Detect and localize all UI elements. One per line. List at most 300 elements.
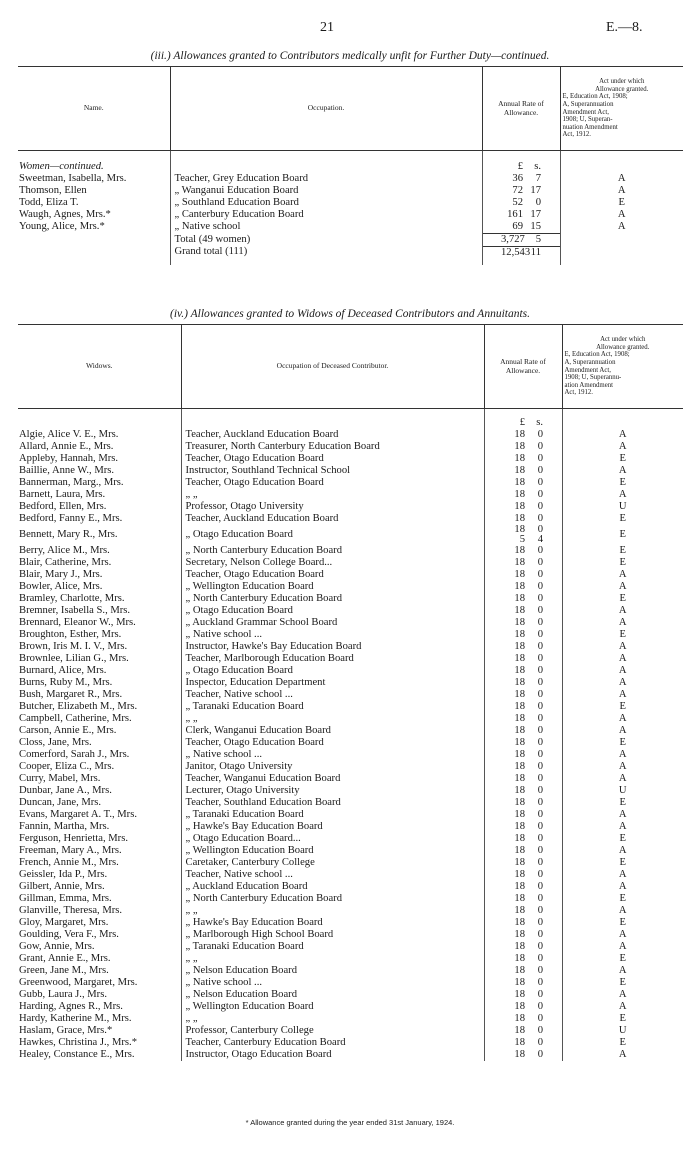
- row-name: [18, 977, 181, 989]
- row-name-text: Brown, Iris M. I. V., Mrs.: [19, 640, 128, 652]
- row-name: [18, 881, 181, 893]
- table-row: [18, 653, 683, 665]
- row-occupation: „ Taranaki Education Board: [181, 809, 484, 821]
- rate-shillings: 0: [537, 568, 543, 580]
- row-rate: [484, 749, 562, 761]
- rate-shillings: 0: [537, 844, 543, 856]
- table-row: [18, 557, 683, 569]
- row-name: [18, 917, 181, 929]
- rate-shillings: 0: [535, 196, 541, 208]
- rate-pounds: 18: [514, 772, 525, 784]
- row-rate: [484, 581, 562, 593]
- units-row: £ s.: [482, 161, 560, 173]
- row-rate: [484, 845, 562, 857]
- table-row: [18, 489, 683, 501]
- section-iii-title: (iii.) Allowances granted to Contributors medically unfit for Further Duty—continued.: [150, 50, 550, 62]
- rate-pounds: 18: [514, 464, 525, 476]
- row-rate: [484, 869, 562, 881]
- row-rate: [484, 725, 562, 737]
- row-occupation: Teacher, Auckland Education Board: [181, 429, 484, 441]
- total-shillings: 5: [535, 233, 541, 245]
- rate-pounds: 18: [514, 544, 525, 556]
- row-occupation: Inspector, Education Department: [181, 677, 484, 689]
- row-rate: [484, 917, 562, 929]
- row-act: A: [562, 677, 683, 689]
- row-rate: [484, 513, 562, 525]
- rate-pounds: 18: [514, 928, 525, 940]
- row-rate: [484, 941, 562, 953]
- rate-pounds: 18: [514, 640, 525, 652]
- row-act: E: [562, 1037, 683, 1049]
- row-occupation: Clerk, Wanganui Education Board: [181, 725, 484, 737]
- rate-shillings: 0: [537, 428, 543, 440]
- rate-shillings: 0: [537, 940, 543, 952]
- row-name-text: Dunbar, Jane A., Mrs.: [19, 784, 112, 796]
- row-name: [18, 701, 181, 713]
- rate-shillings: 0: [537, 524, 543, 535]
- row-occupation: Instructor, Southland Technical School: [181, 465, 484, 477]
- row-act: E: [562, 797, 683, 809]
- row-rate: [484, 1049, 562, 1061]
- row-act: A: [562, 989, 683, 1001]
- rate-shillings: 0: [537, 604, 543, 616]
- row-name-text: Geissler, Ida P., Mrs.: [19, 868, 108, 880]
- rate-shillings: 0: [537, 1012, 543, 1024]
- table-row: [18, 441, 683, 453]
- row-name: [18, 785, 181, 797]
- row-occupation: Instructor, Otago Education Board: [181, 1049, 484, 1061]
- row-rate: [484, 605, 562, 617]
- row-name: [18, 477, 181, 489]
- row-name: [18, 749, 181, 761]
- row-act: E: [562, 977, 683, 989]
- act-legend-line: E, Education Act, 1908;: [564, 351, 630, 359]
- rate-shillings: 7: [535, 172, 541, 184]
- row-name: [18, 593, 181, 605]
- row-name: [18, 869, 181, 881]
- row-name-text: Gow, Annie, Mrs.: [19, 940, 95, 952]
- row-rate: [484, 797, 562, 809]
- rate-pounds: 18: [514, 512, 525, 524]
- table-row: [18, 209, 683, 221]
- rate-pounds: 18: [514, 688, 525, 700]
- row-name: [18, 773, 181, 785]
- row-name: [18, 197, 170, 209]
- row-name-text: Evans, Margaret A. T., Mrs.: [19, 808, 137, 820]
- row-rate: [484, 1013, 562, 1025]
- rate-shillings: 0: [537, 476, 543, 488]
- row-name: [18, 1049, 181, 1061]
- rate-pounds: 72: [512, 184, 523, 196]
- rate-shillings: 0: [537, 904, 543, 916]
- row-occupation: „ Taranaki Education Board: [181, 701, 484, 713]
- row-name: [18, 581, 181, 593]
- act-legend-line: 1908; U, Superannu-: [564, 374, 622, 382]
- col-occupation-deceased-header: Occupation of Deceased Contributor.: [181, 325, 484, 409]
- col-act-header: [560, 67, 683, 151]
- row-name-text: Bannerman, Marg., Mrs.: [19, 476, 124, 488]
- row-act: A: [562, 653, 683, 665]
- row-occupation: „ Otago Education Board: [181, 665, 484, 677]
- row-name-text: Bedford, Ellen, Mrs.: [19, 500, 107, 512]
- col-rate-header: Annual Rate of Allowance.: [482, 67, 560, 151]
- rate-pounds: 18: [514, 760, 525, 772]
- rate-shillings: 0: [537, 712, 543, 724]
- section-iv-table: [18, 324, 683, 1061]
- row-name-text: Gloy, Margaret, Mrs.: [19, 916, 109, 928]
- row-name-text: Hardy, Katherine M., Mrs.: [19, 1012, 132, 1024]
- row-act: E: [562, 557, 683, 569]
- table-row: [18, 869, 683, 881]
- rate-shillings: 0: [537, 652, 543, 664]
- row-name: [18, 725, 181, 737]
- row-name: [18, 525, 181, 545]
- table-row: [18, 713, 683, 725]
- row-rate: [484, 593, 562, 605]
- rate-pounds: 18: [514, 476, 525, 488]
- row-name-text: Gillman, Emma, Mrs.: [19, 892, 112, 904]
- act-legend-line: E, Education Act, 1908;: [562, 93, 628, 101]
- rate-pounds: 18: [514, 952, 525, 964]
- row-occupation: Instructor, Hawke's Bay Education Board: [181, 641, 484, 653]
- row-name: [18, 965, 181, 977]
- total-pounds: 12,543: [501, 246, 531, 258]
- row-occupation: Teacher, Otago Education Board: [181, 569, 484, 581]
- row-act: U: [562, 785, 683, 797]
- table-row: [18, 797, 683, 809]
- table-row: [18, 221, 683, 234]
- row-act: A: [562, 749, 683, 761]
- row-name: [18, 653, 181, 665]
- row-occupation: „ Hawke's Bay Education Board: [181, 821, 484, 833]
- row-occupation: „ Wellington Education Board: [181, 1001, 484, 1013]
- row-act: A: [562, 605, 683, 617]
- row-name-text: Duncan, Jane, Mrs.: [19, 796, 102, 808]
- row-occupation: „ Wellington Education Board: [181, 845, 484, 857]
- row-occupation: Treasurer, North Canterbury Education Board: [181, 441, 484, 453]
- row-name-text: Bush, Margaret R., Mrs.: [19, 688, 123, 700]
- row-occupation: „ Otago Education Board: [181, 525, 484, 545]
- row-rate: [484, 677, 562, 689]
- row-act: A: [562, 725, 683, 737]
- row-rate: [484, 773, 562, 785]
- row-name-text: Bennett, Mary R., Mrs.: [19, 528, 118, 540]
- table-row: [18, 185, 683, 197]
- rate-pounds: 18: [514, 820, 525, 832]
- table-row: [18, 629, 683, 641]
- row-rate: [482, 197, 560, 209]
- row-name-text: Appleby, Hannah, Mrs.: [19, 452, 119, 464]
- row-rate: [484, 977, 562, 989]
- grand-total-row-amount: [482, 246, 560, 259]
- row-act: A: [562, 429, 683, 441]
- table-row: [18, 773, 683, 785]
- row-name-text: Greenwood, Margaret, Mrs.: [19, 976, 138, 988]
- rate-shillings: 0: [537, 856, 543, 868]
- row-occupation: Professor, Otago University: [181, 501, 484, 513]
- row-act: A: [562, 713, 683, 725]
- row-occupation: „ „: [181, 713, 484, 725]
- act-legend-line: A, Superannuation: [564, 358, 616, 366]
- row-name-text: Glanville, Theresa, Mrs.: [19, 904, 123, 916]
- row-occupation: „ Hawke's Bay Education Board: [181, 917, 484, 929]
- rate-pounds: 18: [514, 892, 525, 904]
- row-name-text: Allard, Annie E., Mrs.: [19, 440, 114, 452]
- table-row: [18, 453, 683, 465]
- row-name: [18, 821, 181, 833]
- row-rate: [484, 617, 562, 629]
- table-row: [18, 173, 683, 185]
- rate-pounds: 18: [514, 988, 525, 1000]
- row-act: A: [562, 965, 683, 977]
- row-occupation: Lecturer, Otago University: [181, 785, 484, 797]
- row-rate: [484, 857, 562, 869]
- total-row-amount: [482, 233, 560, 246]
- rate-line: [485, 525, 562, 535]
- table-row: [18, 737, 683, 749]
- row-occupation: Secretary, Nelson College Board...: [181, 557, 484, 569]
- rate-pounds: 18: [514, 904, 525, 916]
- row-rate: [484, 557, 562, 569]
- table-row: [18, 641, 683, 653]
- rate-shillings: 0: [537, 452, 543, 464]
- rate-shillings: 0: [537, 580, 543, 592]
- row-occupation: „ „: [181, 905, 484, 917]
- table-row: [18, 513, 683, 525]
- row-name-text: Blair, Catherine, Mrs.: [19, 556, 112, 568]
- row-occupation: Professor, Canterbury College: [181, 1025, 484, 1037]
- table-row: [18, 701, 683, 713]
- rate-pounds: 18: [514, 712, 525, 724]
- rate-shillings: 0: [537, 916, 543, 928]
- rate-pounds: 18: [514, 428, 525, 440]
- table-row: [18, 593, 683, 605]
- rate-shillings: 0: [537, 880, 543, 892]
- row-act: E: [562, 525, 683, 545]
- row-act: A: [560, 185, 683, 197]
- rate-shillings: 0: [537, 556, 543, 568]
- row-occupation: „ Wanganui Education Board: [170, 185, 482, 197]
- act-legend-line: Allowance granted.: [595, 85, 649, 93]
- row-act: A: [562, 489, 683, 501]
- row-name: [18, 737, 181, 749]
- row-name-text: Haslam, Grace, Mrs.*: [19, 1024, 113, 1036]
- row-name: [18, 173, 170, 185]
- row-name: [18, 209, 170, 221]
- row-act: E: [562, 857, 683, 869]
- table-row: [18, 465, 683, 477]
- row-name-text: Bremner, Isabella S., Mrs.: [19, 604, 131, 616]
- row-occupation: „ Nelson Education Board: [181, 965, 484, 977]
- rate-shillings: 0: [537, 488, 543, 500]
- row-occupation: „ Native school ...: [181, 629, 484, 641]
- act-legend-line: 1908; U, Superan-: [562, 116, 613, 124]
- row-act: A: [562, 569, 683, 581]
- row-act: A: [562, 441, 683, 453]
- row-name: [18, 513, 181, 525]
- table-row: [18, 965, 683, 977]
- row-act: A: [562, 617, 683, 629]
- rate-shillings: 0: [537, 868, 543, 880]
- table-row: [18, 569, 683, 581]
- table-row: [18, 581, 683, 593]
- rate-pounds: 18: [514, 1012, 525, 1024]
- rate-pounds: 18: [514, 1048, 525, 1060]
- rate-shillings: 0: [537, 784, 543, 796]
- rate-pounds: 18: [514, 616, 525, 628]
- row-act: E: [562, 917, 683, 929]
- row-act: E: [562, 593, 683, 605]
- row-name-text: Hawkes, Christina J., Mrs.*: [19, 1036, 137, 1048]
- row-act: E: [562, 513, 683, 525]
- table-row: [18, 1001, 683, 1013]
- act-legend-line: Act, 1912.: [562, 131, 592, 139]
- row-occupation: Janitor, Otago University: [181, 761, 484, 773]
- row-occupation: Teacher, Otago Education Board: [181, 737, 484, 749]
- row-name: [18, 833, 181, 845]
- row-name: [18, 689, 181, 701]
- row-name: [18, 221, 170, 234]
- row-rate: [482, 209, 560, 221]
- rate-shillings: 0: [537, 592, 543, 604]
- row-name: [18, 641, 181, 653]
- row-rate: [484, 653, 562, 665]
- row-act: A: [562, 941, 683, 953]
- table-row: [18, 953, 683, 965]
- table-row: [18, 677, 683, 689]
- col-widows-header: Widows.: [85, 361, 113, 371]
- rate-pounds: 18: [514, 748, 525, 760]
- row-rate: [484, 713, 562, 725]
- row-name: [18, 857, 181, 869]
- row-name-text: Curry, Mabel, Mrs.: [19, 772, 101, 784]
- row-occupation: Caretaker, Canterbury College: [181, 857, 484, 869]
- row-act: A: [562, 761, 683, 773]
- table-row: [18, 857, 683, 869]
- row-rate: [484, 641, 562, 653]
- row-name: [18, 809, 181, 821]
- row-act: A: [562, 821, 683, 833]
- table-row: [18, 761, 683, 773]
- row-rate: [484, 785, 562, 797]
- rate-shillings: 0: [537, 796, 543, 808]
- row-occupation: „ Auckland Grammar School Board: [181, 617, 484, 629]
- col-rate-header: Annual Rate of Allowance.: [484, 325, 562, 409]
- row-name: [18, 617, 181, 629]
- rate-pounds: 18: [514, 844, 525, 856]
- rate-shillings: 0: [537, 832, 543, 844]
- row-occupation: „ North Canterbury Education Board: [181, 545, 484, 557]
- row-name: [18, 1001, 181, 1013]
- rate-pounds: 18: [514, 916, 525, 928]
- rate-shillings: 0: [537, 724, 543, 736]
- row-name-text: Young, Alice, Mrs.*: [19, 220, 105, 232]
- row-occupation: „ Auckland Education Board: [181, 881, 484, 893]
- row-name: [18, 1037, 181, 1049]
- row-occupation: „ Nelson Education Board: [181, 989, 484, 1001]
- act-legend-line: Act, 1912.: [564, 389, 594, 397]
- rate-shillings: 0: [537, 688, 543, 700]
- row-rate: [484, 737, 562, 749]
- row-rate: [484, 525, 562, 545]
- row-act: E: [562, 833, 683, 845]
- row-name-text: Bedford, Fanny E., Mrs.: [19, 512, 123, 524]
- row-name-text: Blair, Mary J., Mrs.: [19, 568, 103, 580]
- row-name-text: Carson, Annie E., Mrs.: [19, 724, 117, 736]
- table-row: [18, 545, 683, 557]
- row-name: [18, 845, 181, 857]
- row-rate: [484, 989, 562, 1001]
- row-name-text: Closs, Jane, Mrs.: [19, 736, 92, 748]
- row-name: [18, 545, 181, 557]
- row-name: [18, 501, 181, 513]
- table-row: [18, 1013, 683, 1025]
- row-name-text: Brownlee, Lilian G., Mrs.: [19, 652, 129, 664]
- row-rate: [484, 893, 562, 905]
- rate-pounds: 18: [514, 500, 525, 512]
- row-name: [18, 761, 181, 773]
- row-rate: [482, 221, 560, 234]
- row-act: A: [562, 809, 683, 821]
- row-act: A: [562, 773, 683, 785]
- rate-pounds: 18: [514, 808, 525, 820]
- row-name-text: Healey, Constance E., Mrs.: [19, 1048, 135, 1060]
- row-name: [18, 893, 181, 905]
- row-name: [18, 569, 181, 581]
- row-act: U: [562, 1025, 683, 1037]
- rate-shillings: 0: [537, 664, 543, 676]
- row-rate: [484, 1001, 562, 1013]
- grand-total-row: [18, 246, 683, 259]
- row-name: [18, 557, 181, 569]
- row-name-text: Brennard, Eleanor W., Mrs.: [19, 616, 136, 628]
- row-occupation: „ Marlborough High School Board: [181, 929, 484, 941]
- row-occupation: Teacher, Grey Education Board: [170, 173, 482, 185]
- rate-pounds: 18: [514, 592, 525, 604]
- col-name-header: Name.: [83, 103, 104, 113]
- row-rate: [484, 833, 562, 845]
- row-occupation: Teacher, Native school ...: [181, 689, 484, 701]
- act-legend-line: Amendment Act,: [562, 108, 609, 116]
- rate-pounds: 36: [512, 172, 523, 184]
- rate-pounds: 18: [514, 940, 525, 952]
- row-name-text: Bramley, Charlotte, Mrs.: [19, 592, 125, 604]
- row-name: [18, 465, 181, 477]
- row-rate: [484, 953, 562, 965]
- row-name: [18, 665, 181, 677]
- table-row: [18, 429, 683, 441]
- units-row: £ s.: [484, 417, 562, 429]
- row-name-text: Bowler, Alice, Mrs.: [19, 580, 103, 592]
- row-rate: [484, 545, 562, 557]
- rate-pounds: 18: [514, 664, 525, 676]
- act-legend-line: ation Amendment: [564, 381, 614, 389]
- rate-pounds: 18: [514, 976, 525, 988]
- row-act: E: [562, 477, 683, 489]
- rate-pounds: 18: [514, 964, 525, 976]
- table-row: [18, 881, 683, 893]
- rate-pounds: 18: [514, 556, 525, 568]
- act-legend-line: A, Superannuation: [562, 100, 614, 108]
- row-occupation: „ Native school ...: [181, 749, 484, 761]
- row-act: A: [562, 1001, 683, 1013]
- total-row-label: Total (49 women): [170, 233, 482, 246]
- row-occupation: „ North Canterbury Education Board: [181, 893, 484, 905]
- table-row: [18, 917, 683, 929]
- rate-shillings: 0: [537, 820, 543, 832]
- row-rate: [484, 665, 562, 677]
- rate-shillings: 0: [537, 988, 543, 1000]
